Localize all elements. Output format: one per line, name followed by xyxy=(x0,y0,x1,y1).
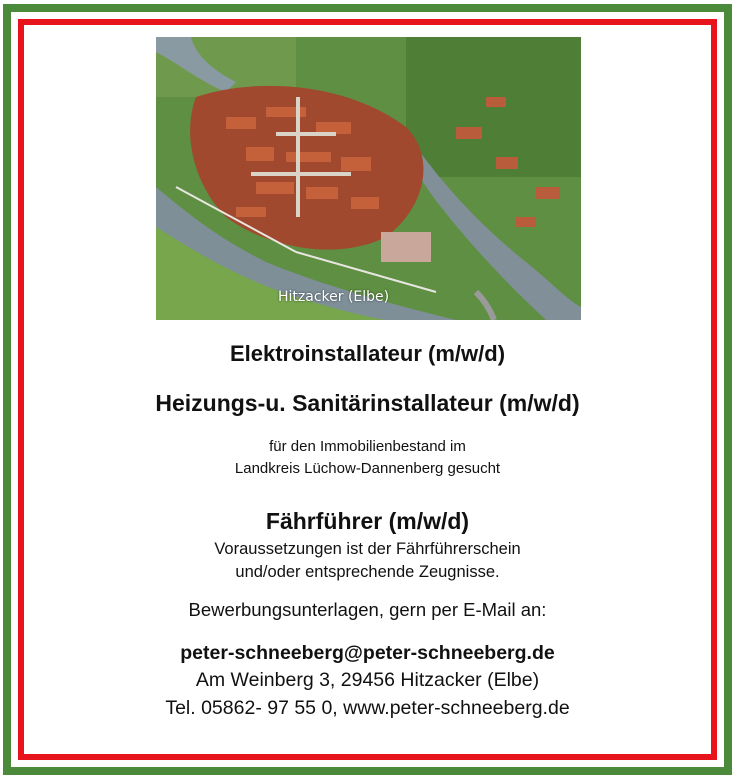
requirements-line2: und/oder entsprechende Zeugnisse. xyxy=(235,563,500,581)
photo-caption: Hitzacker (Elbe) xyxy=(278,289,390,305)
job-title-plumber: Heizungs-u. Sanitärinstallateur (m/w/d) xyxy=(155,390,580,416)
contact-address: Am Weinberg 3, 29456 Hitzacker (Elbe) xyxy=(195,669,540,691)
requirements-line1: Voraussetzungen ist der Fährführerschein xyxy=(214,540,521,558)
job-title-electrician: Elektroinstallateur (m/w/d) xyxy=(229,341,506,366)
job-description-line1: für den Immobilienbestand im xyxy=(269,438,466,455)
aerial-photo-illustration xyxy=(156,37,581,320)
job-description-line2: Landkreis Lüchow-Dannenberg gesucht xyxy=(234,460,501,477)
job-title-ferry-operator: Fährführer (m/w/d) xyxy=(265,508,470,534)
contact-phone-website: Tel. 05862- 97 55 0, www.peter-schneeberg.de xyxy=(165,697,570,719)
aerial-photo-hitzacker xyxy=(156,37,581,320)
contact-email[interactable]: peter-schneeberg@peter-schneeberg.de xyxy=(180,642,555,664)
application-intro: Bewerbungsunterlagen, gern per E-Mail an: xyxy=(188,599,547,620)
